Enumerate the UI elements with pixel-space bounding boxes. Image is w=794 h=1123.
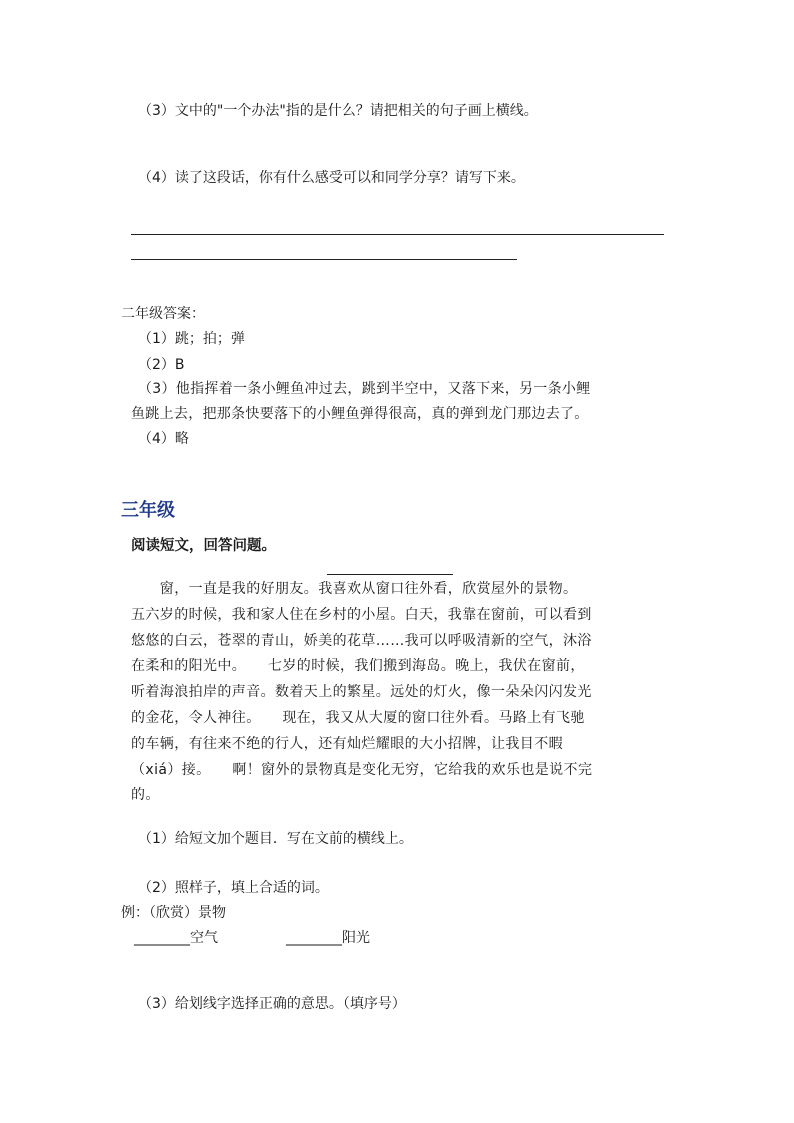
grade2-answers-label: 二年级答案：: [121, 306, 205, 322]
passage-line: 的金花，令人神往。 现在，我又从大厦的窗口往外看。马路上有飞驰: [131, 709, 585, 726]
title-blank-line: [327, 574, 453, 575]
grade2-answer-2: （2）B: [138, 357, 185, 373]
grade2-answer-1: （1）跳；拍；弹: [138, 331, 245, 347]
grade2-answer-4: （4）略: [138, 431, 189, 447]
passage-line: 窗，一直是我的好朋友。我喜欢从窗口往外看，欣赏屋外的景物。: [131, 581, 578, 597]
grade2-answer-3-line2: 鱼跳上去，把那条快要落下的小鲤鱼弹得很高，真的弹到龙门那边去了。: [131, 406, 589, 422]
grade3-question-1: （1）给短文加个题目．写在文前的横线上。: [138, 831, 413, 847]
grade3-question-3: （3）给划线字选择正确的意思。（填序号）: [138, 996, 406, 1012]
fill-blank-sunlight[interactable]: ________阳光: [286, 930, 370, 946]
grade2-answer-3-line1: （3）他指挥着一条小鲤鱼冲过去，跳到半空中，又落下来，另一条小鲤: [138, 381, 591, 397]
passage-line: 的。: [131, 787, 160, 804]
passage-line: 听着海浪拍岸的声音。数着天上的繁星。远处的灯火，像一朵朵闪闪发光: [131, 684, 592, 701]
question-4: （4）读了这段话，你有什么感受可以和同学分享？请写下来。: [138, 170, 525, 186]
reading-instruction: 阅读短文，回答问题。: [131, 537, 276, 554]
passage-line: 悠悠的白云，苍翠的青山，娇美的花草……我可以呼吸清新的空气，沐浴: [131, 632, 592, 649]
question-3: （3）文中的"一个办法"指的是什么？请把相关的句子画上横线。: [138, 103, 538, 119]
fill-blank-air[interactable]: ________空气: [134, 930, 218, 946]
passage-line: 在柔和的阳光中。 七岁的时候，我们搬到海岛。晚上，我伏在窗前，: [131, 658, 585, 675]
passage-line: （xiá）接。 啊！窗外的景物真是变化无穷，它给我的欢乐也是说不完: [131, 761, 593, 778]
passage-line: 五六岁的时候，我和家人住在乡村的小屋。白天，我靠在窗前，可以看到: [131, 606, 592, 623]
answer-line-2: [131, 259, 517, 260]
answer-line-1: [131, 234, 664, 235]
grade3-question-2-example: 例：（欣赏）景物: [121, 905, 226, 921]
passage-line: 的车辆，有往来不绝的行人，还有灿烂耀眼的大小招牌，让我目不暇: [131, 735, 563, 752]
passage: [131, 577, 666, 809]
grade3-heading: 三年级: [121, 500, 175, 521]
grade3-question-2: （2）照样子，填上合适的词。: [138, 880, 329, 896]
